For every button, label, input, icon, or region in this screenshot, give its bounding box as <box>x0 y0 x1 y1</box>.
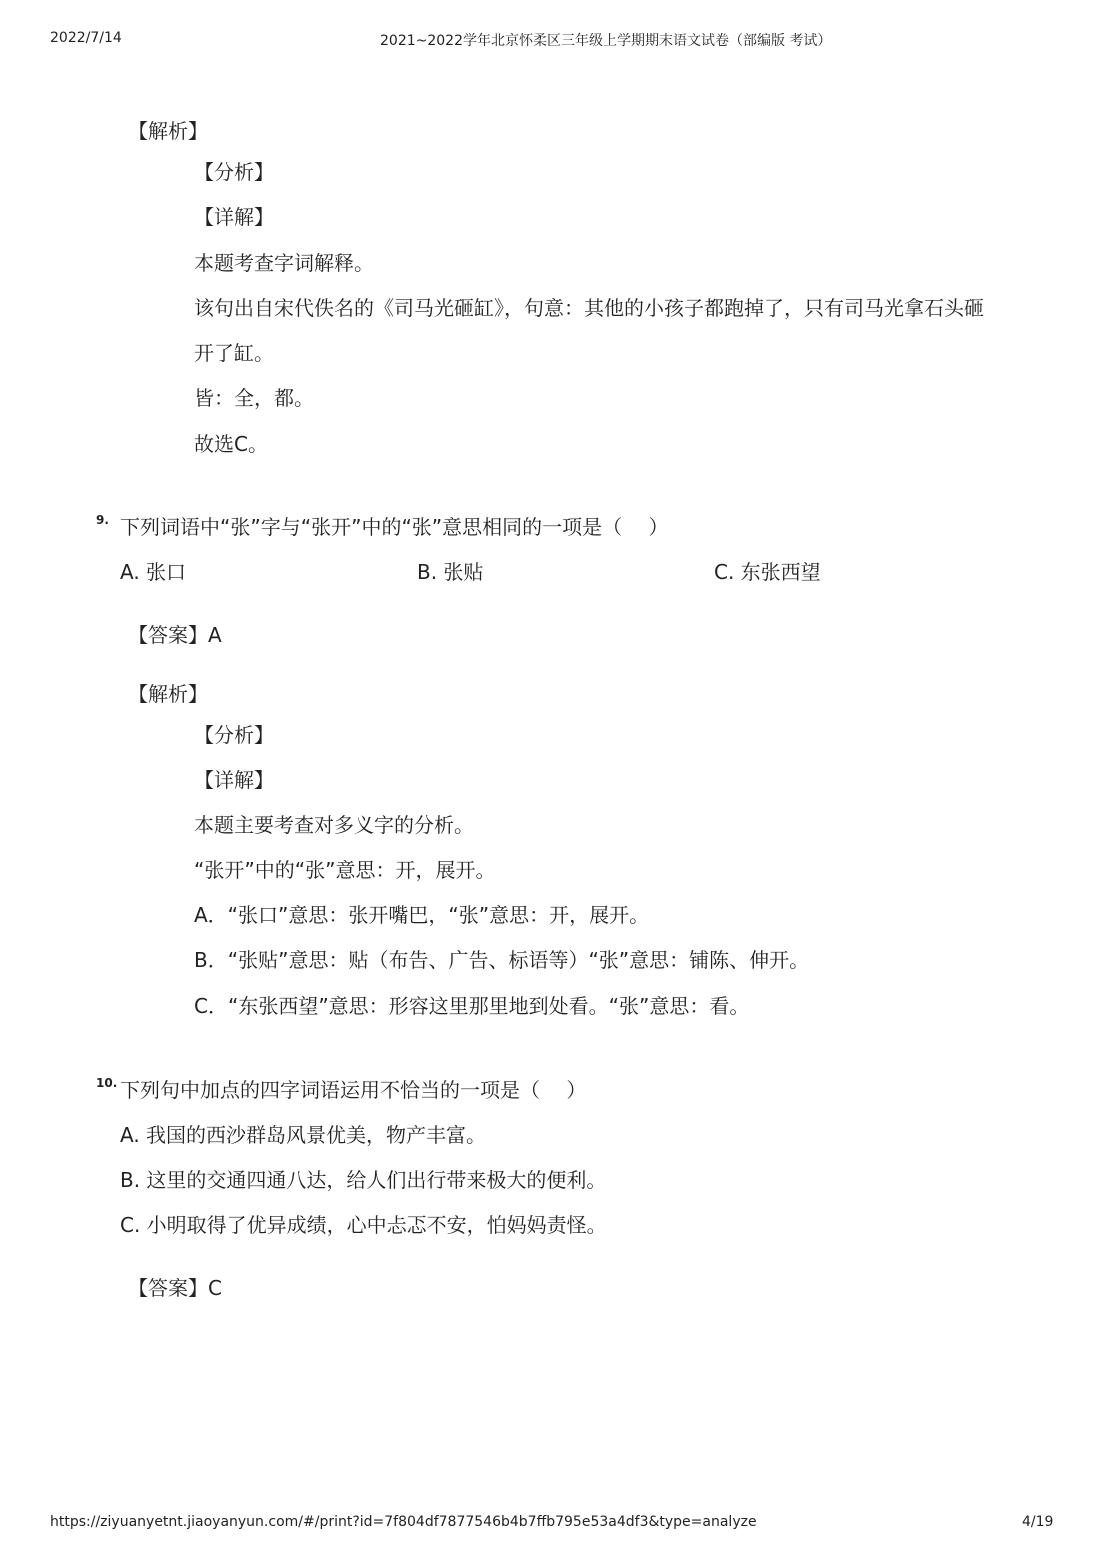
option-c: C. 东张西望 <box>714 560 821 584</box>
option-b: B. 这里的交通四通八达，给人们出行带来极大的便利。 <box>120 1168 607 1192</box>
question-number: 9. <box>96 513 109 527</box>
page-number: 4/19 <box>1022 1514 1054 1530</box>
option-a: A. 张口 <box>120 560 187 584</box>
option-c: C. 小明取得了优异成绩，心中忐忑不安，怕妈妈责怪。 <box>120 1213 607 1237</box>
fenxi-label: 【分析】 <box>194 160 274 184</box>
footer-url: https://ziyuanyetnt.jiaoyanyun.com/#/print?id=7f804df7877546b4b7ffb795e53a4df3&type=analyze <box>50 1514 757 1530</box>
answer-label: 【答案】 <box>128 623 208 647</box>
analysis-line: “张开”中的“张”意思：开，展开。 <box>194 858 496 882</box>
analysis-line: C．“东张西望”意思：形容这里那里地到处看。“张”意思：看。 <box>194 994 750 1018</box>
analysis-line: 故选C。 <box>194 432 268 456</box>
analysis-line: 该句出自宋代佚名的《司马光砸缸》，句意：其他的小孩子都跑掉了，只有司马光拿石头砸 <box>194 296 984 320</box>
xiangjie-label: 【详解】 <box>194 205 274 229</box>
xiangjie-label: 【详解】 <box>194 768 274 792</box>
analysis-label: 【解析】 <box>128 119 208 143</box>
header-title: 2021~2022学年北京怀柔区三年级上学期期末语文试卷（部编版 考试） <box>380 33 832 49</box>
analysis-label: 【解析】 <box>128 682 208 706</box>
answer-label: 【答案】 <box>128 1276 208 1300</box>
question-stem: 下列句中加点的四字词语运用不恰当的一项是（ ） <box>120 1078 587 1102</box>
analysis-line: B．“张贴”意思：贴（布告、广告、标语等）“张”意思：铺陈、伸开。 <box>194 948 810 972</box>
option-a: A. 我国的西沙群岛风景优美，物产丰富。 <box>120 1123 487 1147</box>
analysis-line: 本题考查字词解释。 <box>194 251 374 275</box>
analysis-line: 本题主要考查对多义字的分析。 <box>194 813 474 837</box>
answer-row <box>128 621 222 649</box>
option-b: B. 张贴 <box>417 560 484 584</box>
answer-value: A <box>208 623 222 647</box>
answer-value: C <box>208 1276 222 1300</box>
header-date: 2022/7/14 <box>50 30 122 46</box>
question-stem: 下列词语中“张”字与“张开”中的“张”意思相同的一项是（ ） <box>120 515 669 539</box>
fenxi-label: 【分析】 <box>194 723 274 747</box>
analysis-line: 皆：全，都。 <box>194 386 314 410</box>
analysis-line: 开了缸。 <box>194 341 274 365</box>
answer-row <box>128 1274 222 1302</box>
analysis-line: A．“张口”意思：张开嘴巴，“张”意思：开，展开。 <box>194 903 650 927</box>
question-number: 10. <box>96 1076 118 1090</box>
